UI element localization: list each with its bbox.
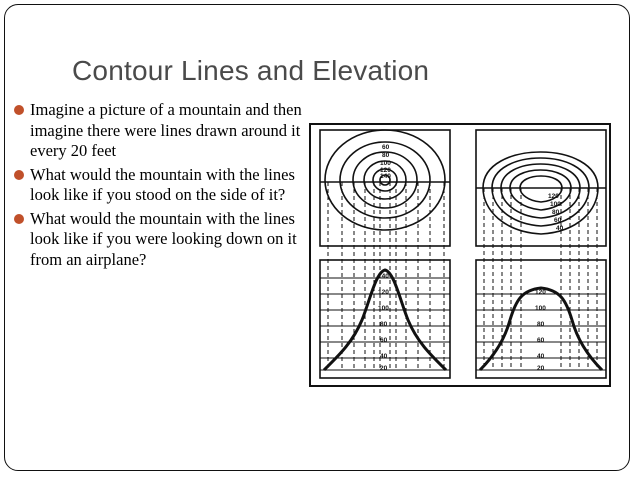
contour-label: 120 bbox=[548, 193, 559, 200]
contour-figure bbox=[308, 120, 626, 390]
contour-diagram bbox=[308, 120, 626, 390]
elevation-label: 80 bbox=[537, 321, 545, 328]
bullet-dot-icon bbox=[14, 170, 24, 180]
elevation-label: 60 bbox=[380, 337, 388, 344]
elevation-label: 120 bbox=[535, 289, 546, 296]
contour-label: 120 bbox=[380, 167, 391, 174]
elevation-label: 20 bbox=[380, 365, 388, 372]
bullet-text: What would the mountain with the lines look like if you were looking down on it from an airplane? bbox=[30, 208, 297, 269]
bullet-dot-icon bbox=[14, 214, 24, 224]
contour-label: 100 bbox=[550, 201, 561, 208]
bullet-item bbox=[14, 165, 306, 206]
contour-label: 80 bbox=[552, 209, 560, 216]
contour-label: 100 bbox=[380, 160, 391, 167]
elevation-label: 40 bbox=[537, 353, 545, 360]
figure-border bbox=[310, 124, 610, 386]
bullet-text: Imagine a picture of a mountain and then imagine there were lines drawn around it every 20 feet bbox=[30, 100, 302, 160]
elevation-label: 60 bbox=[537, 337, 545, 344]
elevation-label: 100 bbox=[535, 305, 546, 312]
bullet-text: What would the mountain with the lines look like if you stood on the side of it? bbox=[30, 164, 295, 204]
bullet-dot-icon bbox=[14, 105, 24, 115]
bullet-list bbox=[14, 100, 306, 273]
contour-label: 40 bbox=[556, 225, 564, 232]
elevation-label: 120 bbox=[378, 289, 389, 296]
bullet-item bbox=[14, 209, 306, 271]
contour-label: 60 bbox=[554, 217, 562, 224]
bullet-item bbox=[14, 100, 306, 162]
elevation-label: 100 bbox=[378, 305, 389, 312]
right-contour-map bbox=[476, 130, 606, 246]
elevation-label: 80 bbox=[380, 321, 388, 328]
contour-label: 60 bbox=[382, 144, 390, 151]
contour-label: 80 bbox=[382, 152, 390, 159]
right-profile bbox=[476, 260, 606, 378]
contour-label: 140 bbox=[380, 173, 391, 180]
elevation-label: 40 bbox=[380, 353, 388, 360]
elevation-label: 20 bbox=[537, 365, 545, 372]
elevation-label: 140 bbox=[378, 273, 389, 280]
slide-title: Contour Lines and Elevation bbox=[72, 55, 430, 86]
left-contour-map bbox=[320, 130, 450, 246]
